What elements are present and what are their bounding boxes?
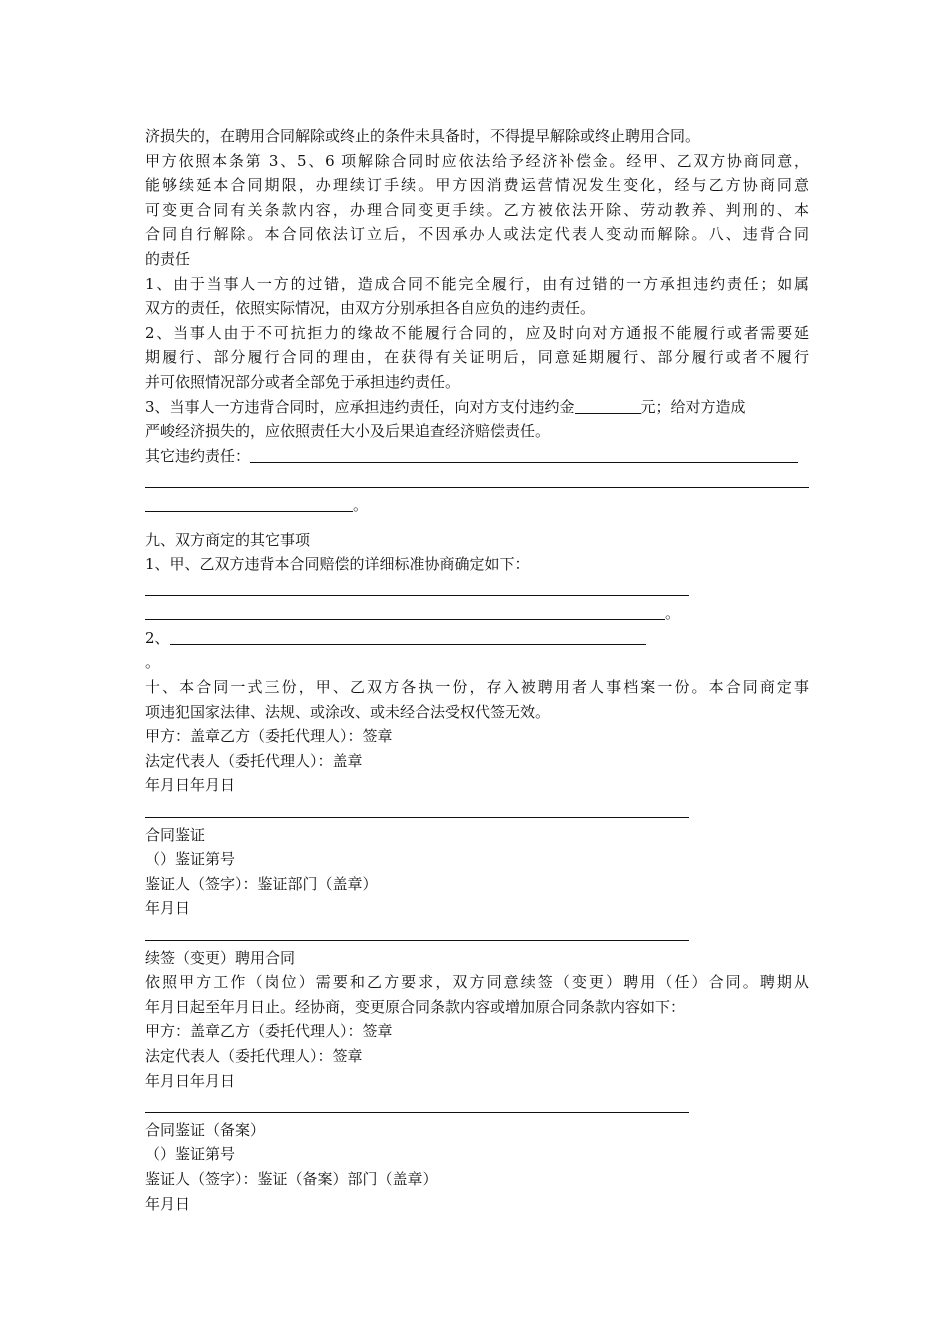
penalty-amount-blank — [575, 397, 641, 414]
text-line: 年月日起至年月日止。经协商，变更原合同条款内容或增加原合同条款内容如下： — [145, 997, 686, 1016]
section-heading: 续签（变更）聘用合同 — [145, 948, 296, 967]
section-heading: 合同鉴证 — [145, 825, 206, 844]
period: 。 — [353, 495, 369, 514]
text-line: 鉴证人（签字）：鉴证（备案）部门（盖章） — [145, 1169, 438, 1188]
text-line: 十、本合同一式三份，甲、乙双方各执一份，存入被聘用者人事档案一份。本合同商定事 — [145, 678, 809, 697]
item-2-line — [145, 626, 809, 651]
separator-rule — [145, 798, 809, 823]
text-line: 能够续延本合同期限，办理续订手续。甲方因消费运营情况发生变化，经与乙方协商同意 — [145, 176, 809, 195]
date-line: 年月日年月日 — [145, 1071, 236, 1090]
penalty-text: 3、当事人一方违背合同时，应承担违约责任，向对方支付违约金 — [145, 397, 575, 416]
signature-line: 法定代表人（委托代理人）：签章 — [145, 1046, 363, 1065]
text-line: 。 — [145, 653, 161, 672]
blank-line-end — [145, 601, 809, 626]
separator-rule — [145, 921, 809, 946]
date-line: 年月日年月日 — [145, 776, 236, 795]
text-line: 可变更合同有关条款内容，办理合同变更手续。乙方被依法开除、劳动教养、判刑的、本 — [145, 200, 809, 219]
blank-rule — [170, 628, 646, 645]
blank-rule — [145, 495, 353, 512]
period: 。 — [665, 604, 681, 623]
text-line: 依照甲方工作（岗位）需要和乙方要求，双方同意续签（变更）聘用（任）合同。聘期从 — [145, 973, 809, 992]
other-liability-blank — [250, 446, 798, 463]
signature-line: 法定代表人（委托代理人）：盖章 — [145, 751, 363, 770]
item-number: 2、 — [145, 628, 170, 647]
text-line: 双方的责任，依照实际情况，由双方分别承担各自应负的违约责任。 — [145, 299, 596, 318]
blank-rule — [145, 468, 809, 493]
blank-rule — [145, 603, 665, 620]
blank-rule — [145, 577, 809, 602]
text-line: 期履行、部分履行合同的理由，在获得有关证明后，同意延期履行、部分履行或者不履行 — [145, 348, 809, 367]
text-line: 严峻经济损失的，应依照责任大小及后果追查经济赔偿责任。 — [145, 422, 551, 441]
other-liability-label: 其它违约责任： — [145, 446, 251, 465]
text-line: 鉴证人（签字）：鉴证部门（盖章） — [145, 874, 378, 893]
text-line: 1、由于当事人一方的过错，造成合同不能完全履行，由有过错的一方承担违约责任；如属 — [145, 274, 809, 293]
penalty-text-end: 元；给对方造成 — [640, 397, 746, 416]
signature-line: 甲方：盖章乙方（委托代理人）：签章 — [145, 727, 393, 746]
signature-line: 甲方：盖章乙方（委托代理人）：签章 — [145, 1022, 393, 1041]
text-line: 并可依照情况部分或者全部免于承担违约责任。 — [145, 372, 461, 391]
text-line: 项违犯国家法律、法规、或涂改、或未经合法受权代签无效。 — [145, 702, 551, 721]
date-line: 年月日 — [145, 1194, 191, 1213]
other-liability-line — [145, 444, 809, 469]
text-line: 的责任 — [145, 249, 191, 268]
text-line: 合同自行解除。本合同依法订立后，不因承办人或法定代表人变动而解除。八、违背合同 — [145, 225, 809, 244]
date-line: 年月日 — [145, 899, 191, 918]
separator-rule — [145, 1093, 809, 1118]
text-line: 2、当事人由于不可抗拒力的缘故不能履行合同的，应及时向对方通报不能履行或者需要延 — [145, 323, 809, 342]
text-line: （）鉴证第号 — [145, 1145, 236, 1164]
text-line: 甲方依照本条第 3、5、6 项解除合同时应依法给予经济补偿金。经甲、乙双方协商同意， — [145, 151, 809, 170]
text-line: 济损失的，在聘用合同解除或终止的条件未具备时，不得提早解除或终止聘用合同。 — [145, 127, 701, 145]
text-line: （）鉴证第号 — [145, 850, 236, 869]
text-line-penalty — [145, 395, 809, 420]
blank-line-end — [145, 493, 809, 518]
text-line: 1、甲、乙双方违背本合同赔偿的详细标准协商确定如下： — [145, 555, 530, 574]
document-page — [145, 124, 809, 1216]
section-heading: 九、双方商定的其它事项 — [145, 530, 311, 549]
section-heading: 合同鉴证（备案） — [145, 1120, 266, 1139]
